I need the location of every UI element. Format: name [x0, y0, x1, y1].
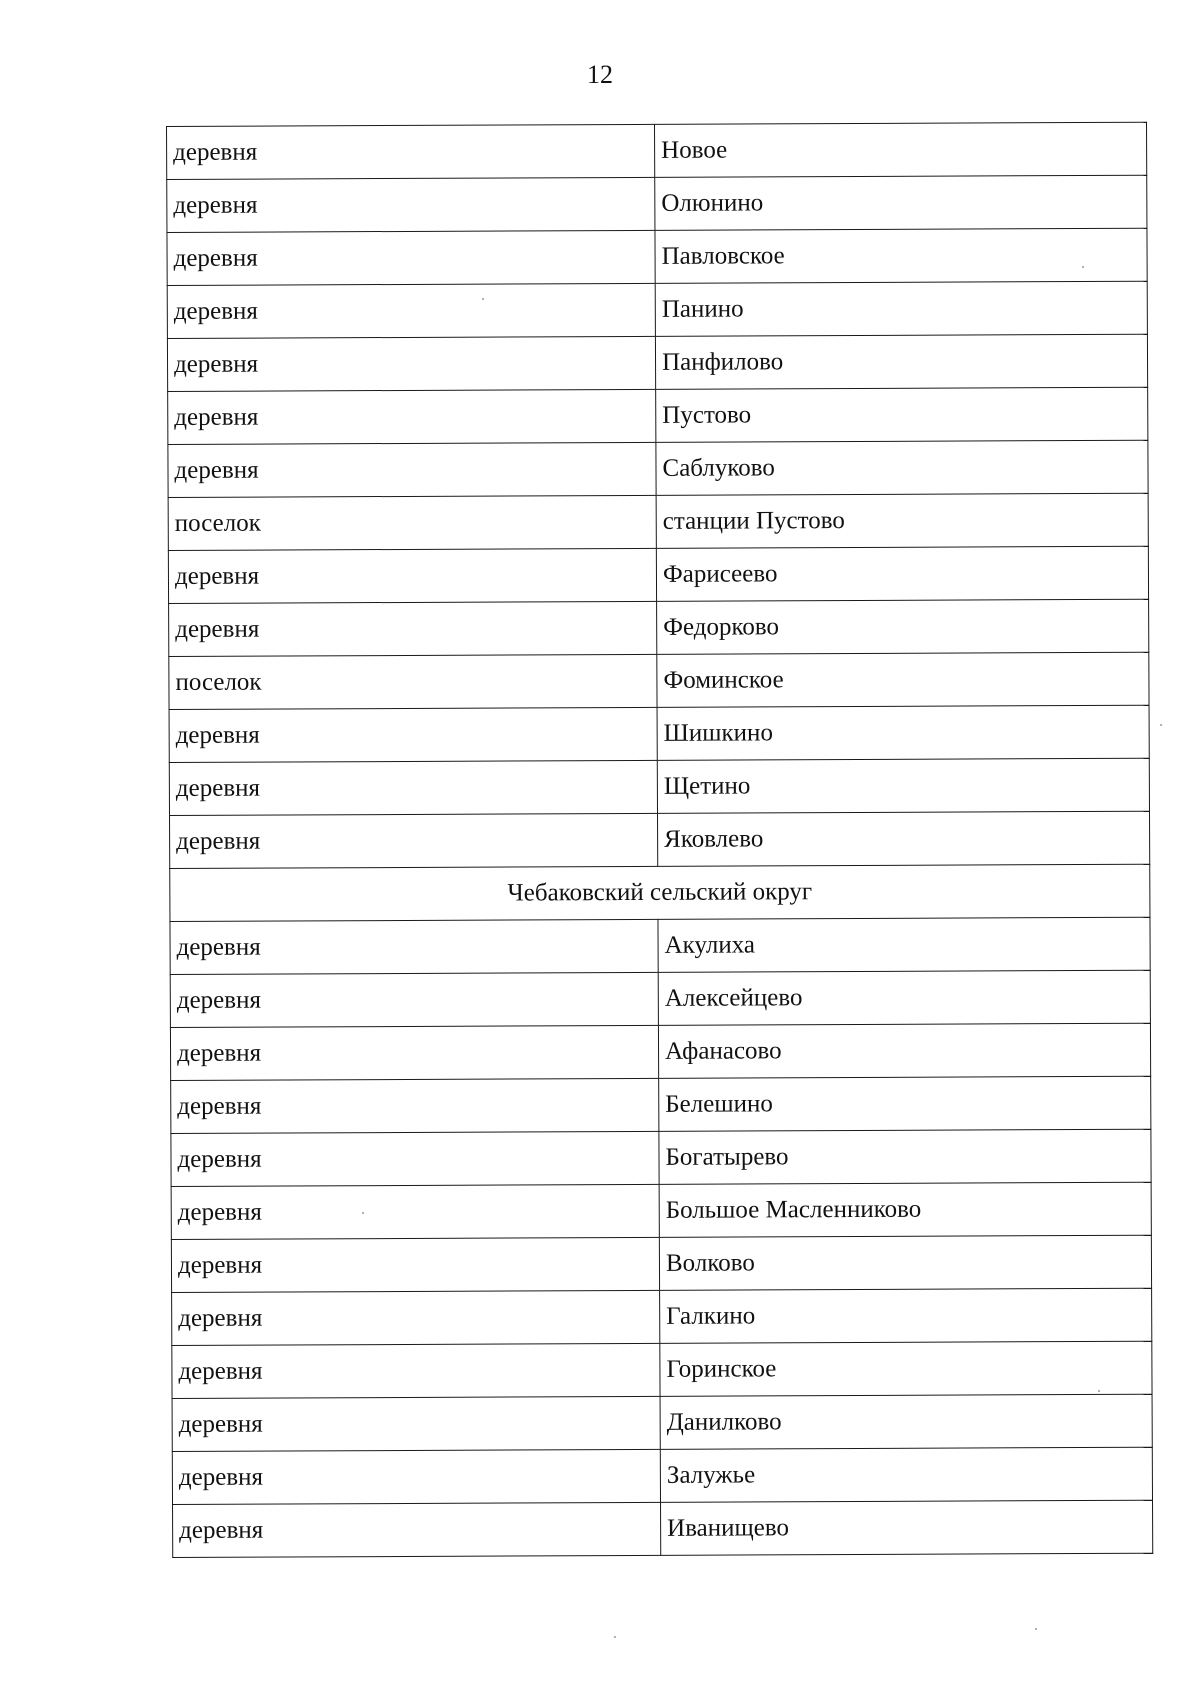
settlement-name-cell: Иванищево — [661, 1500, 1153, 1555]
settlement-name-cell: Павловское — [655, 228, 1147, 283]
table-row — [169, 599, 1149, 656]
table-row — [172, 1447, 1152, 1504]
table-row — [171, 1076, 1151, 1133]
table-row — [169, 705, 1149, 762]
settlement-name-cell: Фарисеево — [656, 546, 1148, 601]
settlement-name-cell: Галкино — [660, 1288, 1152, 1343]
table-row — [167, 228, 1147, 285]
settlement-type-cell: деревня — [167, 124, 655, 179]
table-body — [167, 122, 1153, 1557]
settlement-type-cell: деревня — [167, 283, 655, 338]
settlement-name-cell: Панфилово — [655, 334, 1147, 389]
settlement-type-cell: деревня — [168, 442, 656, 497]
settlement-name-cell: Белешино — [659, 1076, 1151, 1131]
scan-speck — [1098, 1390, 1100, 1392]
settlement-type-cell: деревня — [170, 919, 658, 974]
settlement-type-cell: деревня — [168, 548, 656, 603]
settlement-type-cell: деревня — [172, 1449, 660, 1504]
settlement-name-cell: Залужье — [660, 1447, 1152, 1502]
table-row — [172, 1341, 1152, 1398]
settlement-type-cell: деревня — [167, 177, 655, 232]
settlement-type-cell: деревня — [167, 230, 655, 285]
table-row — [168, 440, 1148, 497]
table-row — [167, 175, 1147, 232]
scan-speck — [482, 298, 484, 300]
settlement-name-cell: Большое Масленниково — [659, 1182, 1151, 1237]
settlement-name-cell: станции Пустово — [656, 493, 1148, 548]
settlement-type-cell: деревня — [171, 1184, 659, 1239]
table-row — [167, 122, 1147, 179]
table-row — [171, 1235, 1151, 1292]
table-row — [167, 334, 1147, 391]
table-row — [170, 811, 1150, 868]
settlement-type-cell: деревня — [172, 1343, 660, 1398]
settlement-name-cell: Акулиха — [658, 917, 1150, 972]
settlement-type-cell: поселок — [168, 495, 656, 550]
table-row — [169, 652, 1149, 709]
settlement-type-cell: деревня — [167, 336, 655, 391]
settlement-type-cell: деревня — [171, 1237, 659, 1292]
settlement-type-cell: деревня — [171, 1131, 659, 1186]
settlement-type-cell: деревня — [169, 760, 657, 815]
table-row — [172, 1394, 1152, 1451]
settlement-type-cell: деревня — [170, 1025, 658, 1080]
table-row — [170, 970, 1150, 1027]
table-row — [168, 387, 1148, 444]
table-row — [171, 1182, 1151, 1239]
table-row — [167, 281, 1147, 338]
settlement-name-cell: Афанасово — [658, 1023, 1150, 1078]
settlement-name-cell: Саблуково — [656, 440, 1148, 495]
table-row — [170, 917, 1150, 974]
table-row — [168, 493, 1148, 550]
scan-speck — [1082, 266, 1084, 268]
settlement-type-cell: деревня — [172, 1396, 660, 1451]
settlement-name-cell: Панино — [655, 281, 1147, 336]
table-row — [173, 1500, 1153, 1557]
settlement-name-cell: Данилково — [660, 1394, 1152, 1449]
settlement-type-cell: деревня — [168, 389, 656, 444]
settlement-name-cell: Пустово — [656, 387, 1148, 442]
settlement-name-cell: Олюнино — [655, 175, 1147, 230]
table-row — [169, 758, 1149, 815]
scan-speck — [362, 1212, 364, 1214]
settlements-table — [166, 122, 1153, 1558]
page-number: 12 — [587, 60, 613, 89]
scan-speck — [614, 1636, 616, 1638]
scan-speck — [1035, 1628, 1037, 1630]
table-row — [168, 546, 1148, 603]
settlement-type-cell: деревня — [169, 707, 657, 762]
section-header-row — [170, 864, 1150, 921]
settlement-name-cell: Волково — [659, 1235, 1151, 1290]
settlement-name-cell: Фоминское — [657, 652, 1149, 707]
settlement-name-cell: Яковлево — [658, 811, 1150, 866]
settlement-type-cell: деревня — [170, 972, 658, 1027]
table-row — [171, 1129, 1151, 1186]
settlement-type-cell: деревня — [170, 813, 658, 868]
settlement-type-cell: поселок — [169, 654, 657, 709]
settlement-name-cell: Новое — [654, 122, 1146, 177]
settlement-type-cell: деревня — [171, 1078, 659, 1133]
scan-speck — [1160, 724, 1162, 726]
section-title: Чебаковский сельский округ — [170, 864, 1150, 921]
settlement-name-cell: Федорково — [657, 599, 1149, 654]
table-row — [170, 1023, 1150, 1080]
settlement-name-cell: Горинское — [660, 1341, 1152, 1396]
settlement-name-cell: Щетино — [657, 758, 1149, 813]
settlement-name-cell: Алексейцево — [658, 970, 1150, 1025]
table-row — [172, 1288, 1152, 1345]
settlement-type-cell: деревня — [173, 1502, 661, 1557]
settlement-type-cell: деревня — [172, 1290, 660, 1345]
settlement-type-cell: деревня — [169, 601, 657, 656]
settlement-name-cell: Шишкино — [657, 705, 1149, 760]
settlement-name-cell: Богатырево — [659, 1129, 1151, 1184]
